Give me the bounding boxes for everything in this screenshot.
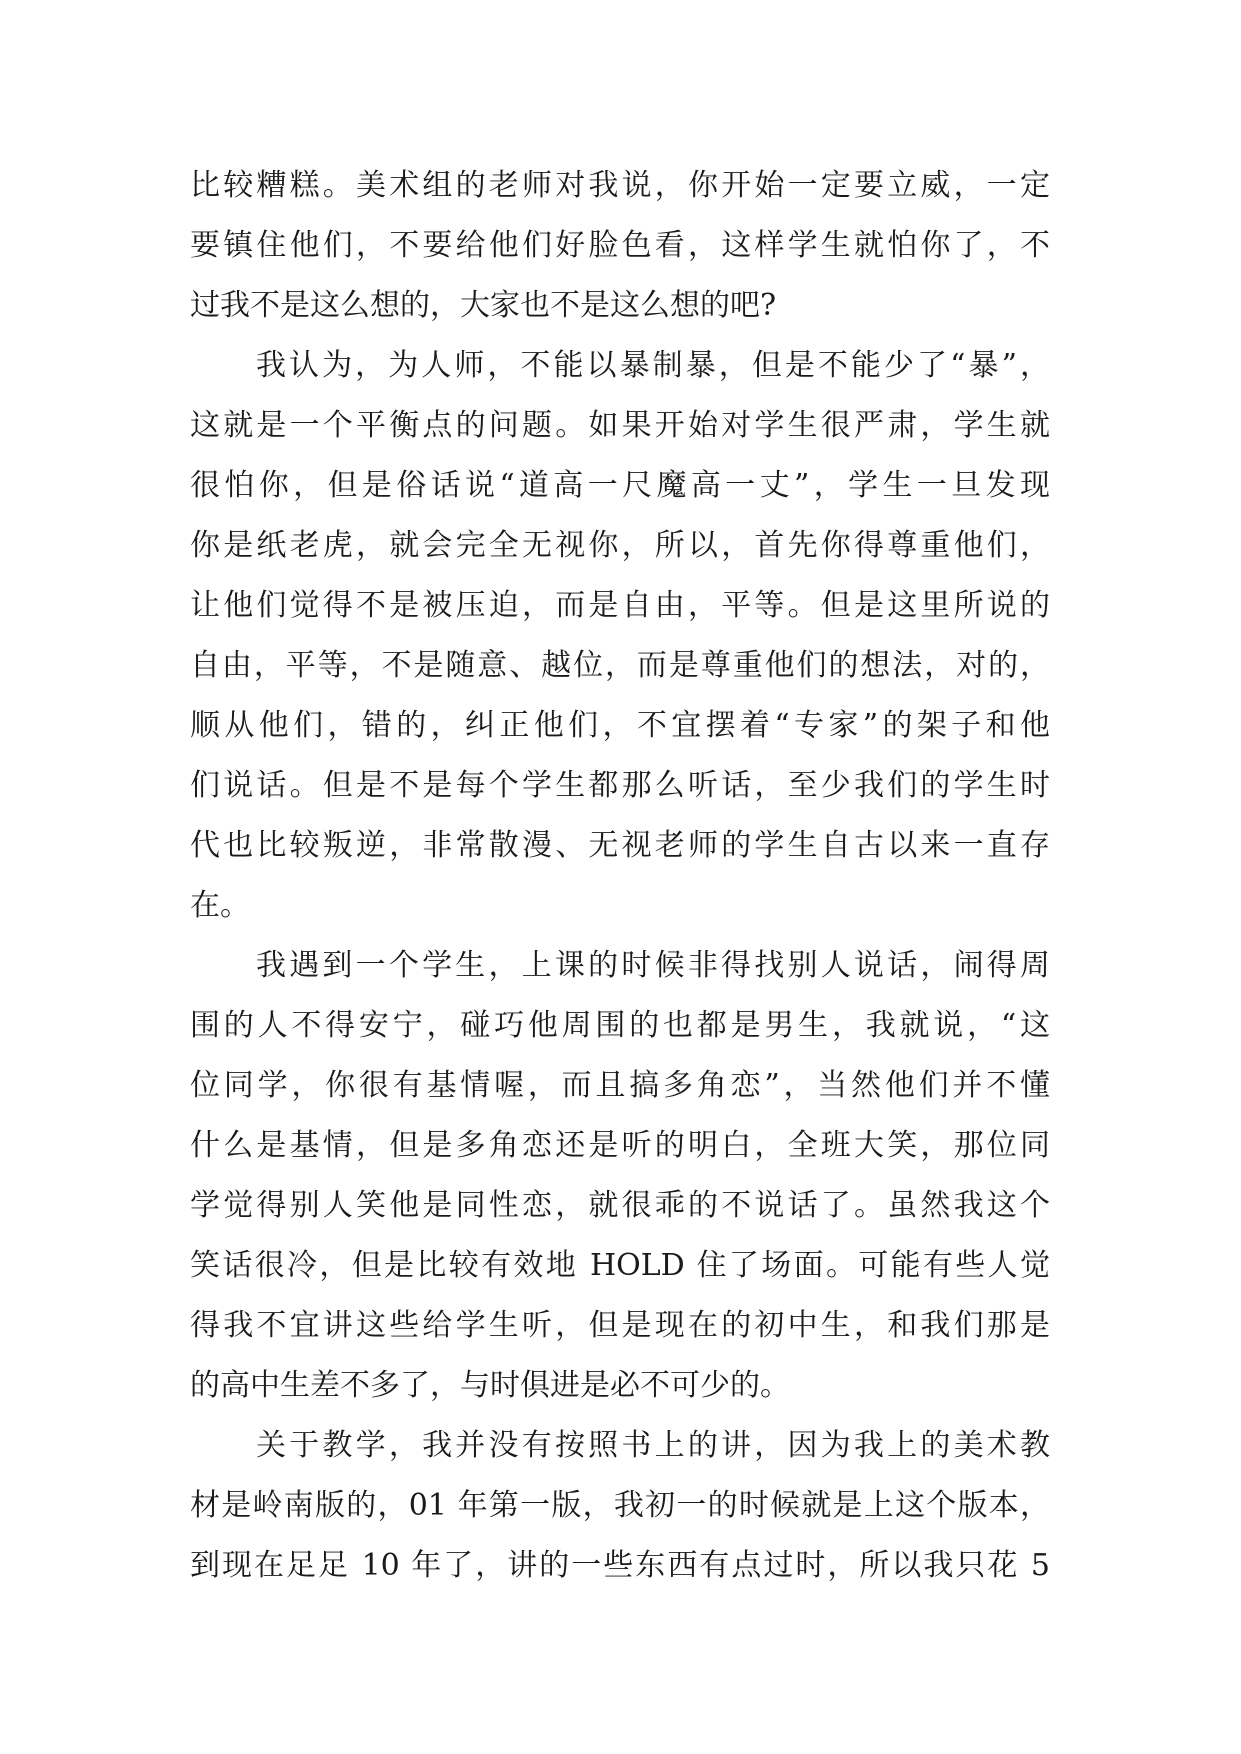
- text-line: 让他们觉得不是被压迫，而是自由，平等。但是这里所说的: [190, 588, 1050, 623]
- text-line: 围的人不得安宁，碰巧他周围的也都是男生，我就说，“这: [190, 1008, 1050, 1043]
- text-line: 自由，平等，不是随意、越位，而是尊重他们的想法，对的，: [190, 648, 1050, 683]
- paragraph-3: [190, 936, 1050, 1416]
- text-line: 过我不是这么想的，大家也不是这么想的吧?: [190, 288, 777, 323]
- text-line: 顺从他们，错的，纠正他们，不宜摆着“专家”的架子和他: [190, 708, 1050, 743]
- paragraph-2: [190, 336, 1050, 936]
- text-line: 我认为，为人师，不能以暴制暴，但是不能少了“暴”，: [256, 348, 1050, 383]
- paragraph-1: [190, 156, 1050, 336]
- text-line: 我遇到一个学生，上课的时候非得找别人说话，闹得周: [256, 948, 1050, 983]
- text-line: 比较糟糕。美术组的老师对我说，你开始一定要立威，一定: [190, 168, 1050, 203]
- text-line: 的高中生差不多了，与时俱进是必不可少的。: [190, 1368, 790, 1403]
- text-line: 关于教学，我并没有按照书上的讲，因为我上的美术教: [256, 1428, 1050, 1463]
- text-line: 什么是基情，但是多角恋还是听的明白，全班大笑，那位同: [190, 1128, 1050, 1163]
- text-line: 你是纸老虎，就会完全无视你，所以，首先你得尊重他们，: [190, 528, 1050, 563]
- text-line: 要镇住他们，不要给他们好脸色看，这样学生就怕你了，不: [190, 228, 1050, 263]
- text-line: 代也比较叛逆，非常散漫、无视老师的学生自古以来一直存: [190, 828, 1050, 863]
- text-line: 得我不宜讲这些给学生听，但是现在的初中生，和我们那是: [190, 1308, 1050, 1343]
- text-line: 们说话。但是不是每个学生都那么听话，至少我们的学生时: [190, 768, 1050, 803]
- text-line: 材是岭南版的，01 年第一版，我初一的时候就是上这个版本，: [190, 1488, 1050, 1523]
- text-line: 很怕你，但是俗话说“道高一尺魔高一丈”，学生一旦发现: [190, 468, 1050, 503]
- text-line: 在。: [190, 888, 250, 923]
- text-line: 到现在足足 10 年了，讲的一些东西有点过时，所以我只花 5: [190, 1548, 1050, 1583]
- paragraph-4: [190, 1416, 1050, 1596]
- text-line: 笑话很冷，但是比较有效地 HOLD 住了场面。可能有些人觉: [190, 1248, 1050, 1283]
- text-line: 位同学，你很有基情喔，而且搞多角恋”，当然他们并不懂: [190, 1068, 1050, 1103]
- text-line: 这就是一个平衡点的问题。如果开始对学生很严肃，学生就: [190, 408, 1050, 443]
- body-text: [190, 156, 1050, 1596]
- text-line: 学觉得别人笑他是同性恋，就很乖的不说话了。虽然我这个: [190, 1188, 1050, 1223]
